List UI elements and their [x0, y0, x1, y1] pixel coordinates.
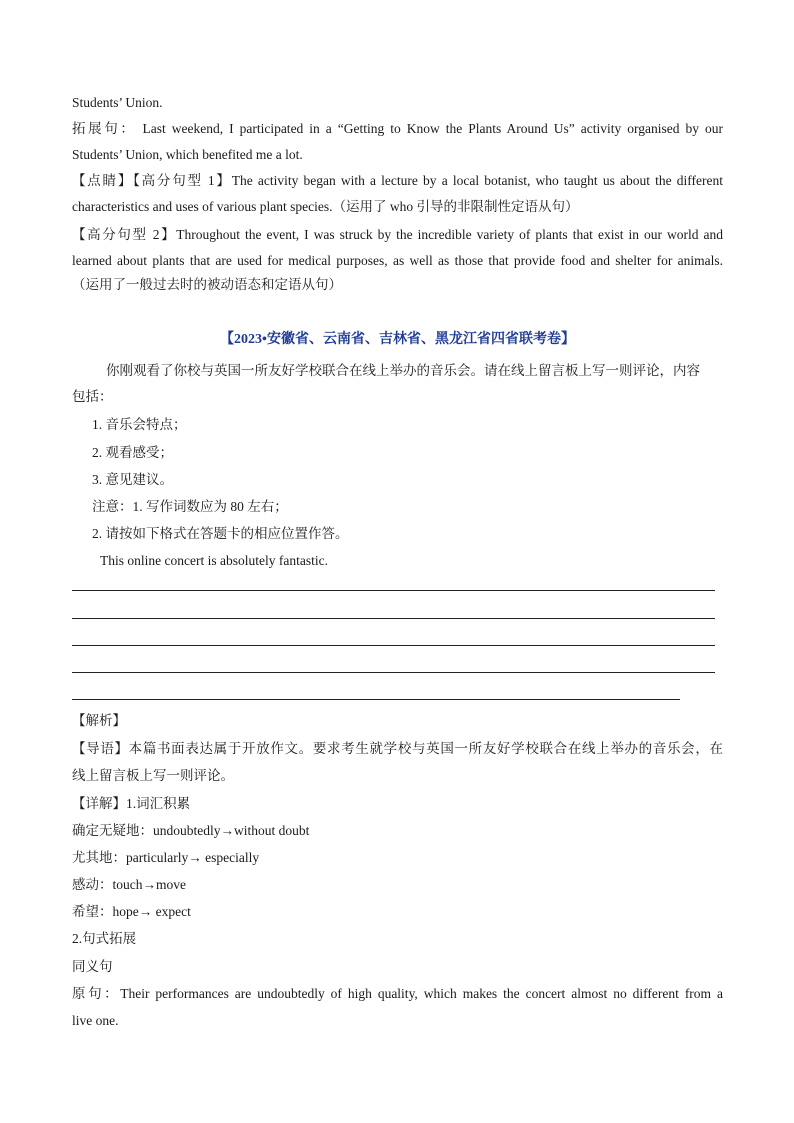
answer-line	[72, 645, 715, 646]
text-line: 【详解】1.词汇积累	[72, 796, 191, 811]
answer-start-sentence: This online concert is absolutely fantastic.	[100, 553, 328, 568]
text-line: 【点睛】【高分句型 1】The activity began with a lecture by a local botanist, who taught us about the different	[72, 173, 723, 188]
task-item: 3. 意见建议。	[92, 472, 173, 487]
text-line: 拓展句： Last weekend, I participated in a “Getting to Know the Plants Around Us” activity organised by our	[72, 121, 723, 136]
task-note: 注意：1. 写作词数应为 80 左右；	[92, 499, 288, 514]
task-intro: 包括：	[72, 389, 113, 404]
answer-line	[72, 699, 680, 700]
vocab-line: 尤其地：particularly→ especially	[72, 850, 260, 865]
answer-line	[72, 590, 715, 591]
text-line: 同义句	[72, 959, 113, 974]
text-line: 线上留言板上写一则评论。	[72, 768, 234, 783]
task-item: 2. 观看感受；	[92, 445, 173, 460]
vocab-line: 确定无疑地：undoubtedly→without doubt	[72, 823, 310, 838]
vocab-line: 希望：hope→ expect	[72, 904, 191, 919]
text-line: （运用了一般过去时的被动语态和定语从句）	[72, 277, 342, 292]
text-line: 原句：Their performances are undoubtedly of high quality, which makes the concert almost no different from a	[72, 986, 723, 1001]
answer-line	[72, 618, 715, 619]
task-intro: 你刚观看了你校与英国一所友好学校联合在线上举办的音乐会。请在线上留言板上写一则评论，内容	[106, 363, 700, 378]
section-heading: 2.句式拓展	[72, 931, 137, 946]
text-line: Students’ Union, which benefited me a lot.	[72, 147, 303, 162]
task-item: 1. 音乐会特点；	[92, 417, 187, 432]
task-note: 2. 请按如下格式在答题卡的相应位置作答。	[92, 526, 349, 541]
vocab-line: 感动：touch→move	[72, 877, 186, 892]
text-line: Students’ Union.	[72, 95, 163, 110]
text-line: characteristics and uses of various plant species.（运用了 who 引导的非限制性定语从句）	[72, 199, 579, 214]
answer-line	[72, 672, 715, 673]
text-line: 【高分句型 2】Throughout the event, I was struck by the incredible variety of plants that exist in our world and	[72, 227, 723, 242]
text-line: live one.	[72, 1013, 119, 1028]
text-line: learned about plants that are used for medical purposes, as well as those that provide food and shelter for animals.	[72, 253, 723, 268]
exam-title: 【2023•安徽省、云南省、吉林省、黑龙江省四省联考卷】	[220, 332, 575, 347]
text-line: 【导语】本篇书面表达属于开放作文。要求考生就学校与英国一所友好学校联合在线上举办的音乐会，在	[72, 741, 723, 756]
analysis-heading: 【解析】	[72, 713, 126, 728]
